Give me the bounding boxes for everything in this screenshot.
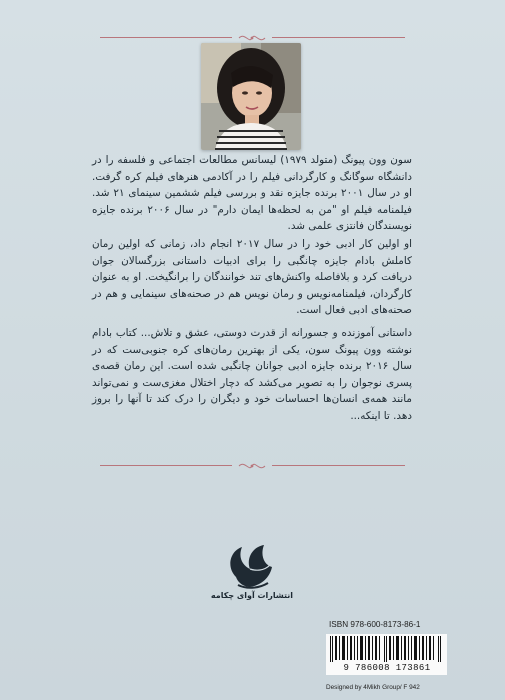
barcode-digits: 9 786008 173861 <box>343 663 431 673</box>
bottom-ornament <box>100 460 405 472</box>
book-synopsis-paragraph: داستانی آموزنده و جسورانه از قدرت دوستی، عشق و تلاش... کتاب بادام نوشته وون پیونگ سون، یکی از بهترین رمان‌های کره جنوبی‌ست که در سال ۲۰۱۶ برنده جایزه ادبی جوانان چانگبی شده است. این رمان قصه‌ی پسری نوجوان را به تصویر می‌کشد که دچار اختلال مغزی‌ست و نمی‌تواند مانند همه‌ی انسان‌ها احساسات خود و دیگران را درک کند تا آنها را بروز دهد. تا اینکه... <box>92 327 412 422</box>
isbn-text: ISBN 978-600-8173-86-1 <box>329 620 421 629</box>
author-bio-paragraph: سون وون پیونگ (متولد ۱۹۷۹) لیسانس مطالعات اجتماعی و فلسفه را در دانشگاه سوگانگ و کارگردانی فیلم را در آکادمی هنرهای فیلم کره گرفت. او در سال ۲۰۰۱ برنده جایزه نقد و بررسی فیلم ششمین سینمای ۲۱ شد. فیلمنامه فیلم او "من به لحظه‌ها ایمان دارم" در سال ۲۰۰۶ برنده جایزه نویسندگان فانتزی علمی شد. <box>92 154 412 233</box>
author-career-paragraph: او اولین کار ادبی خود را در سال ۲۰۱۷ انجام داد، زمانی که اولین رمان کاملش بادام جایزه چانگبی را برای ادبیات داستانی بزرگسالان جوان دریافت کرد و بلافاصله واکنش‌های تند خوانندگان را برانگیخت. او به عنوان کارگردان، فیلمنامه‌نویس و رمان نویس هم در صحنه‌های سینمایی و هم در صحنه‌های ادبی فعال است. <box>92 238 412 317</box>
ornament-flourish-icon <box>237 460 267 472</box>
designer-credit: Designed by 4Mikh Group/ F 942 <box>326 684 420 691</box>
publisher-name: انتشارات آوای چکامه <box>210 591 294 600</box>
author-portrait <box>201 43 301 150</box>
